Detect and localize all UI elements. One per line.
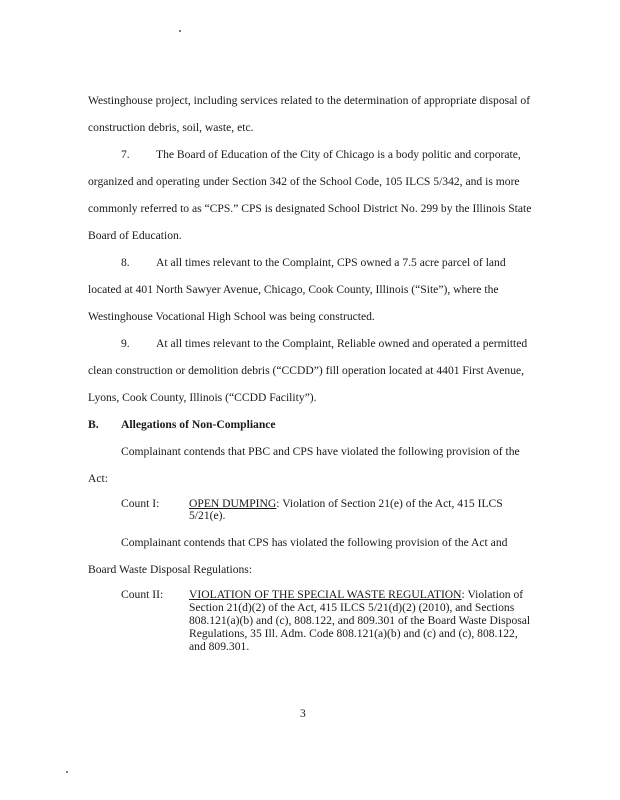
count-title: OPEN DUMPING <box>189 497 277 510</box>
count-title: VIOLATION OF THE SPECIAL WASTE REGULATION <box>189 588 462 601</box>
text-line: Act: <box>88 472 108 485</box>
text-line: construction debris, soil, waste, etc. <box>88 121 254 134</box>
text-line: Complainant contends that CPS has violated the following provision of the Act and <box>121 536 508 549</box>
count-text <box>189 497 503 511</box>
text-line: At all times relevant to the Complaint, Reliable owned and operated a permitted <box>156 337 528 350</box>
count-label: Count II: <box>121 588 164 601</box>
text-line: Westinghouse Vocational High School was being constructed. <box>88 310 375 323</box>
count-text: Regulations, 35 Ill. Adm. Code 808.121(a)(b) and (c) and (c), 808.122, <box>189 627 518 640</box>
count-text-rest: : Violation of Section 21(e) of the Act, 415 ILCS <box>276 497 503 510</box>
text-line: organized and operating under Section 342 of the School Code, 105 ILCS 5/342, and is more <box>88 175 520 188</box>
count-text <box>189 588 523 602</box>
count-text: Section 21(d)(2) of the Act, 415 ILCS 5/21(d)(2) (2010), and Sections <box>189 601 515 614</box>
text-line: The Board of Education of the City of Chicago is a body politic and corporate, <box>156 148 521 161</box>
count-label: Count I: <box>121 497 160 510</box>
scan-speck <box>179 30 181 32</box>
page-number: 3 <box>300 707 306 720</box>
paragraph-number: 7. <box>121 148 130 161</box>
scan-speck <box>66 771 68 773</box>
section-heading: Allegations of Non-Compliance <box>121 418 276 431</box>
section-letter: B. <box>88 418 99 431</box>
text-line: commonly referred to as “CPS.” CPS is designated School District No. 299 by the Illinois State <box>88 202 532 215</box>
count-text: 808.121(a)(b) and (c), 808.122, and 809.301 of the Board Waste Disposal <box>189 614 531 627</box>
count-text: 5/21(e). <box>189 509 226 522</box>
text-line: Westinghouse project, including services related to the determination of appropriate disposal of <box>88 94 531 107</box>
text-line: Complainant contends that PBC and CPS have violated the following provision of the <box>121 445 520 458</box>
text-line: Board of Education. <box>88 229 182 242</box>
text-line: At all times relevant to the Complaint, CPS owned a 7.5 acre parcel of land <box>156 256 506 269</box>
count-text: and 809.301. <box>189 640 250 653</box>
text-line: Lyons, Cook County, Illinois (“CCDD Facility”). <box>88 391 317 404</box>
paragraph-number: 9. <box>121 337 130 350</box>
paragraph-number: 8. <box>121 256 130 269</box>
text-line: located at 401 North Sawyer Avenue, Chicago, Cook County, Illinois (“Site”), where the <box>88 283 499 296</box>
text-line: Board Waste Disposal Regulations: <box>88 563 253 576</box>
count-text-rest: : Violation of <box>461 588 524 601</box>
text-line: clean construction or demolition debris (“CCDD”) fill operation located at 4401 First Avenue, <box>88 364 525 377</box>
